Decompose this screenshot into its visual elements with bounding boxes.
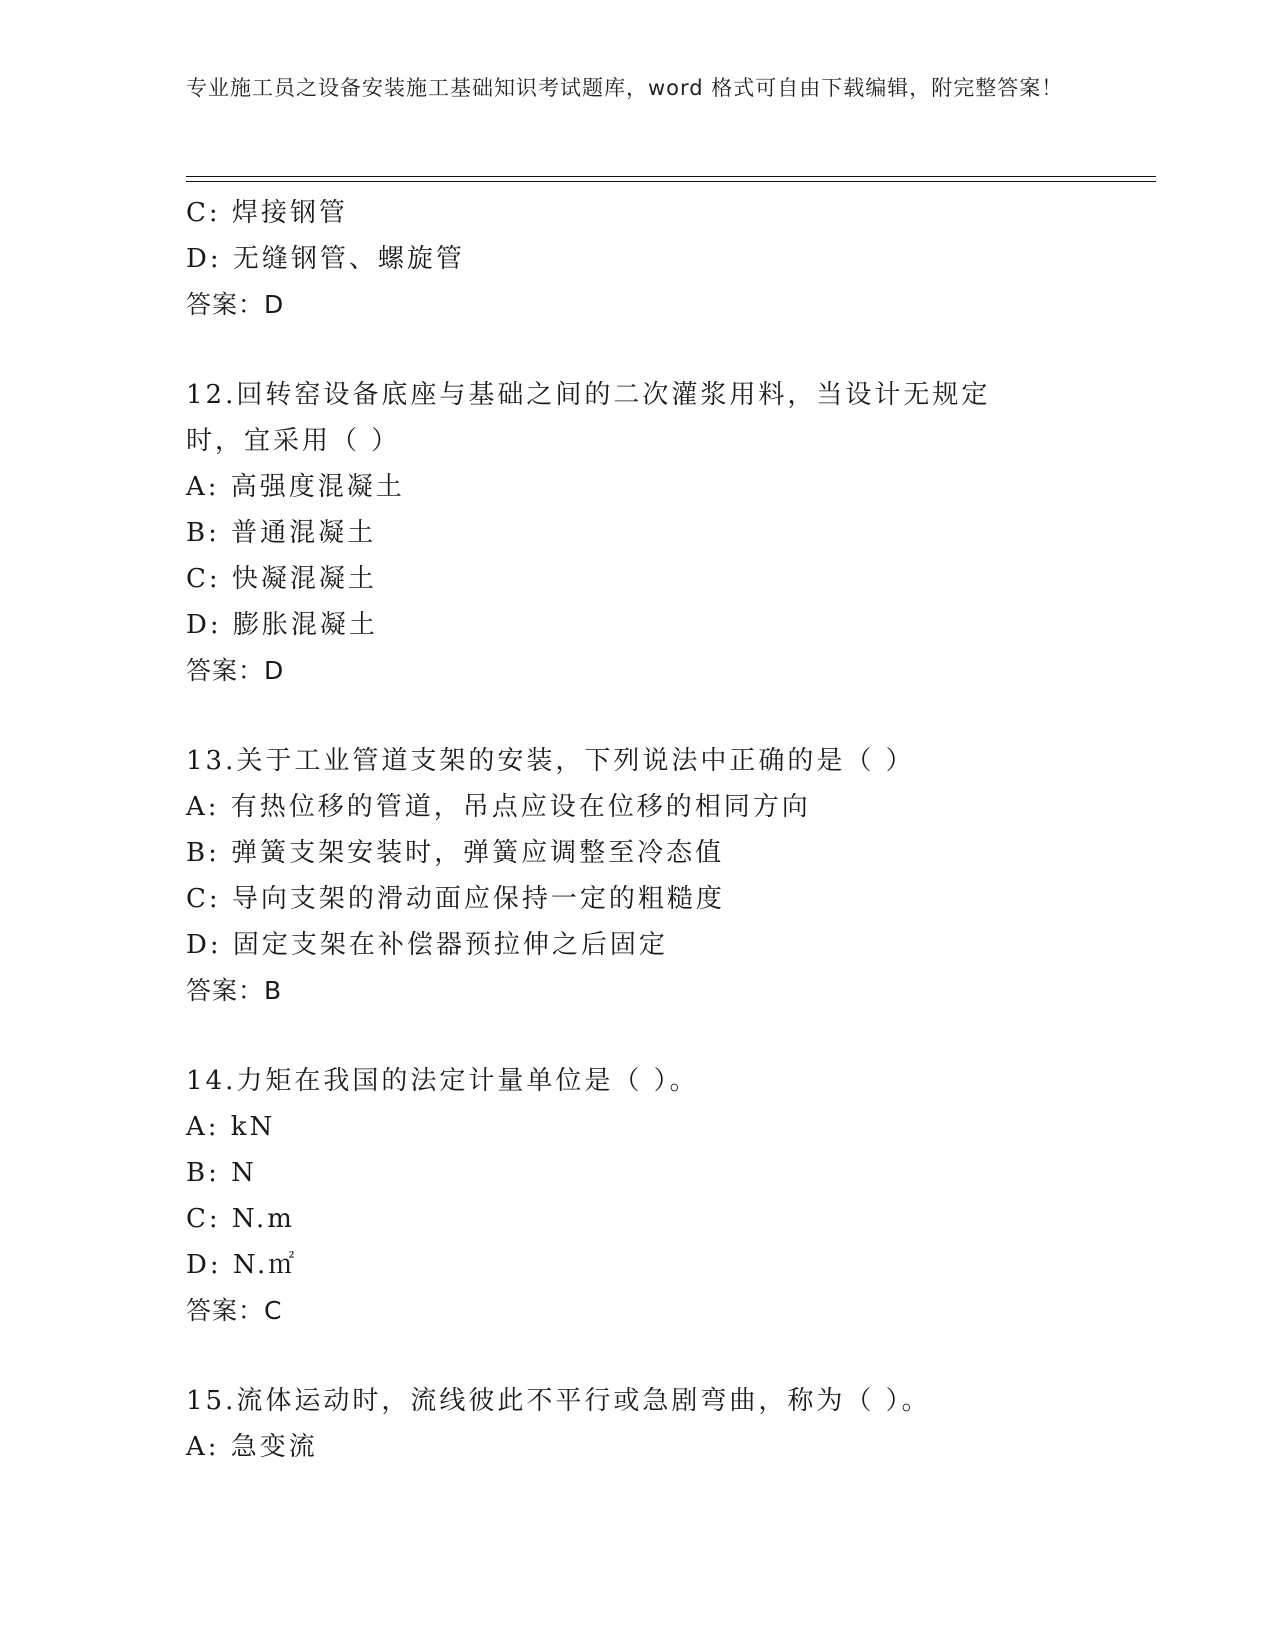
option-b: B: 弹簧支架安装时，弹簧应调整至冷态值	[186, 838, 725, 868]
answer-line: 答案：B	[186, 976, 283, 1005]
question-block	[186, 372, 1086, 694]
option-c: C: 焊接钢管	[186, 198, 348, 228]
option-b: B: N	[186, 1158, 257, 1188]
question-text: 13.关于工业管道支架的安装，下列说法中正确的是（ ）	[186, 746, 915, 776]
option-a: A: 高强度混凝土	[186, 472, 405, 502]
question-text: 14.力矩在我国的法定计量单位是（ ）。	[186, 1066, 699, 1096]
header-rule-bottom	[186, 181, 1156, 182]
option-a: A: kN	[186, 1112, 276, 1142]
question-block	[186, 1378, 1086, 1470]
answer-line: 答案：D	[186, 290, 285, 319]
document-header: 专业施工员之设备安装施工基础知识考试题库，word 格式可自由下载编辑，附完整答案！	[186, 76, 1064, 100]
question-block	[186, 1058, 1086, 1334]
option-d: D: N.㎡	[186, 1250, 298, 1280]
question-text: 15.流体运动时，流线彼此不平行或急剧弯曲，称为（ ）。	[186, 1386, 931, 1416]
option-a: A: 有热位移的管道，吊点应设在位移的相同方向	[186, 792, 811, 822]
answer-line: 答案：D	[186, 656, 285, 685]
header-rule-top	[186, 176, 1156, 177]
question-block	[186, 190, 1086, 328]
option-c: C: N.m	[186, 1204, 295, 1234]
option-d: D: 无缝钢管、螺旋管	[186, 244, 465, 274]
answer-line: 答案：C	[186, 1296, 283, 1325]
question-list	[186, 190, 1086, 1470]
option-c: C: 快凝混凝土	[186, 564, 377, 594]
question-block	[186, 738, 1086, 1014]
question-text: 12.回转窑设备底座与基础之间的二次灌浆用料，当设计无规定时，宜采用（ ）	[186, 380, 991, 456]
option-a: A: 急变流	[186, 1432, 318, 1462]
option-d: D: 膨胀混凝土	[186, 610, 378, 640]
option-c: C: 导向支架的滑动面应保持一定的粗糙度	[186, 884, 725, 914]
option-d: D: 固定支架在补偿器预拉伸之后固定	[186, 930, 668, 960]
option-b: B: 普通混凝土	[186, 518, 377, 548]
